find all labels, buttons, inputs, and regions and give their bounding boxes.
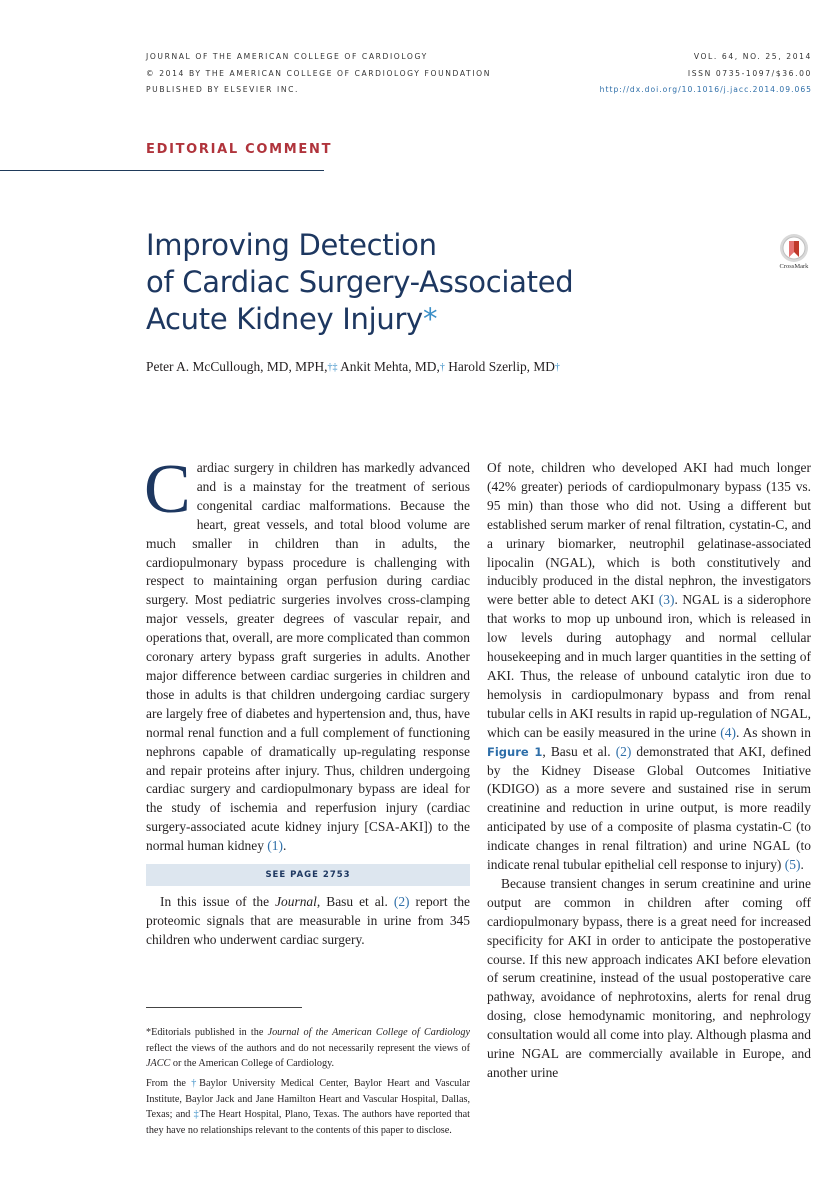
paragraph-3-text-c: . As shown in — [735, 724, 811, 740]
author-2-affiliation[interactable]: † — [439, 362, 445, 373]
author-list — [146, 359, 560, 375]
footnote-1-text-c: or the American College of Cardiology. — [170, 1058, 335, 1069]
reference-link-4[interactable]: (4) — [720, 724, 736, 740]
paragraph-3-text-d: , Basu et al. — [542, 743, 616, 759]
paragraph-2-text-c: report the proteomic signals that are measurable in urine from 345 children who underwent cardiac surgery. — [146, 894, 470, 947]
left-column — [144, 451, 470, 950]
paragraph-4: Because transient changes in serum creatinine and urine output are common in children after coming off cardiopulmonary bypass, there is a great need for increased specificity for AKI in order to anticipate the postoperative course. If this new approach indicates AKI before elevation of serum creatinine, instead of the usual postoperative care pathway, avoidance of nephrotoxins, alerts for renal drug dosing, close hemodynamic monitoring, and nephrology consultation would all come into play. Although plasma and urine NGAL are commercially available in Europe, and another urine — [487, 875, 811, 1080]
title-line-2: of Cardiac Surgery-Associated — [146, 265, 574, 299]
paragraph-1 — [144, 451, 470, 856]
crossmark-label: CrossMark — [779, 263, 809, 270]
title-line-3: Acute Kidney Injury — [146, 302, 423, 336]
footnote-1-text-b: reflect the views of the authors and do not necessarily represent the views of — [146, 1042, 470, 1054]
footnote-2-text-c: The Heart Hospital, Plano, Texas. The authors have reported that they have no relationships relevant to the contents of this paper to disclose. — [146, 1109, 471, 1136]
copyright-line: © 2014 BY THE AMERICAN COLLEGE OF CARDIOLOGY FOUNDATION — [146, 68, 491, 78]
right-column — [487, 459, 811, 1083]
paragraph-3-text-b: . NGAL is a siderophore that works to mop up unbound iron, which is released in low levels during autophagy and normal cellular housekeeping and in much larger quantities in the setting of AKI. Thus, the release of unbound catalytic iron due to hemolysis in cardiopulmonary bypass and from renal tubular cells in AKI results in rapid up-regulation of NGAL, which can be easily measured in the urine — [487, 592, 812, 740]
footnote-2-text-b: Baylor University Medical Center, Baylor Heart and Vascular Institute, Baylor Jack and Jane Hamilton Heart and Vascular Hospital, Dallas, Texas; and — [146, 1078, 471, 1120]
footnote-dagger-1: † — [191, 1078, 200, 1089]
paragraph-2-text-a: In this issue of the — [160, 894, 276, 910]
see-page-banner[interactable]: SEE PAGE 2753 — [146, 864, 470, 886]
section-divider — [0, 170, 324, 171]
footnote-dagger-2: ‡ — [193, 1109, 200, 1120]
author-3-affiliation[interactable]: † — [554, 362, 560, 373]
figure-1-link[interactable]: Figure 1 — [487, 744, 543, 759]
footnote-2-text-a: From the — [146, 1078, 192, 1089]
author-3: Harold Szerlip, MD — [448, 359, 555, 374]
volume-header — [600, 49, 812, 99]
footnote-1-journal: Journal of the American College of Cardiology — [267, 1027, 470, 1038]
paragraph-1-text: ardiac surgery in children has markedly advanced and is a mainstay for the treatment of serious congenital cardiac malformations. Because the heart, great vessels, and total blood volume are much smaller in children than in adults, the cardiopulmonary bypass procedure is challenging with respect to maintaining organ perfusion during cardiac surgery. Most pediatric surgeries involves cross-clamping major vessels, greater degrees of vascular repair, and operations that, overall, are more complicated than common coronary artery bypass graft surgeries in adults. Another major difference between cardiac surgeries in children and those in adults is that children undergoing cardiac surgery are largely free of diabetes and hypertension and, thus, have normal renal function and a full complement of functioning nephrons capable of dramatically up-regulating response and repair proteins after injury. Thus, children undergoing cardiac surgery and cardiopulmonary bypass are ideal for the study of ischemia and reperfusion injury (cardiac surgery-associated acute kidney injury [CSA-AKI]) to the normal human kidney — [146, 460, 470, 854]
paragraph-3-text-a: Of note, children who developed AKI had much longer (42% greater) periods of cardiopulmonary bypass (135 vs. 95 min) than those who did not. Using a different but established serum marker of renal filtration, cystatin-C, and a urinary biomarker, neutrophil gelatinase-associated lipocalin (NGAL), which is both constitutively and inducibly produced in the distal nephron, the investigators were better able to detect AKI — [487, 460, 811, 608]
paragraph-2-text-b: , Basu et al. — [316, 894, 394, 910]
footnote-affiliations — [146, 1076, 470, 1138]
journal-name: JOURNAL OF THE AMERICAN COLLEGE OF CARDIOLOGY — [146, 52, 428, 61]
paragraph-2 — [146, 893, 470, 950]
journal-italic: Journal — [275, 894, 317, 910]
paragraph-1-end: . — [282, 838, 287, 854]
footnote-divider — [146, 1007, 302, 1008]
footnote-1-text-a: *Editorials published in the — [146, 1027, 268, 1038]
doi-link[interactable]: http://dx.doi.org/10.1016/j.jacc.2014.09.065 — [599, 85, 812, 95]
publisher-line: PUBLISHED BY ELSEVIER INC. — [146, 85, 300, 95]
title-asterisk[interactable]: * — [422, 302, 438, 336]
title-line-1: Improving Detection — [146, 228, 437, 262]
author-2: Ankit Mehta, MD, — [340, 359, 440, 374]
footnote-1-jacc: JACC — [146, 1058, 171, 1069]
author-1: Peter A. McCullough, MD, MPH, — [146, 359, 328, 374]
reference-link-2[interactable]: (2) — [393, 894, 410, 910]
paragraph-3-text-e: demonstrated that AKI, defined by the Kidney Disease Global Outcomes Initiative (KDIGO) as a more severe and sustained rise in serum creatinine and reduction in urine output, is more readily anticipated by use of a composite of plasma cystatin-C (to indicate changes in renal filtration) and urine NGAL (to indicate renal tubular epithelial cell response to injury) — [487, 743, 811, 873]
reference-link-1[interactable]: (1) — [267, 838, 283, 854]
paragraph-3-end: . — [800, 857, 804, 873]
reference-link-2b[interactable]: (2) — [615, 743, 632, 759]
drop-cap: C — [144, 451, 191, 528]
reference-link-3[interactable]: (3) — [658, 592, 675, 608]
author-1-affiliation[interactable]: †‡ — [327, 362, 338, 373]
journal-header — [146, 49, 491, 99]
reference-link-5[interactable]: (5) — [784, 857, 801, 873]
issn-line: ISSN 0735-1097/$36.00 — [687, 68, 812, 78]
volume-line: VOL. 64, NO. 25, 2014 — [693, 52, 812, 61]
section-label: EDITORIAL COMMENT — [146, 142, 333, 157]
article-title — [146, 227, 706, 338]
footnote-editorial-disclaimer — [146, 1025, 470, 1072]
paragraph-3 — [487, 459, 811, 875]
